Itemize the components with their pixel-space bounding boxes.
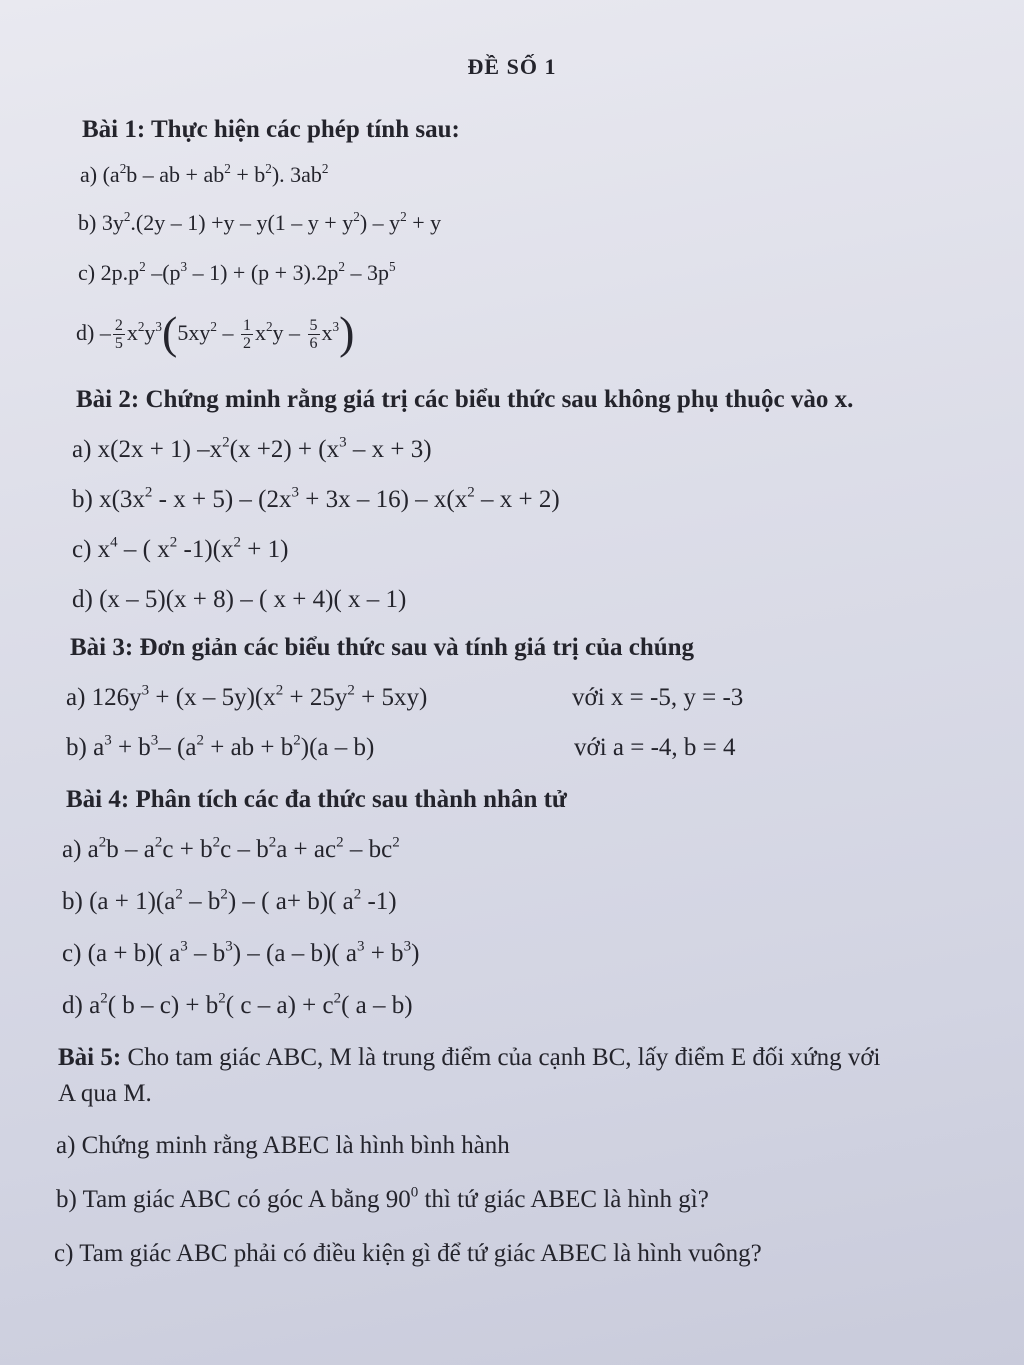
bai5-item-c: c) Tam giác ABC phải có điều kiện gì để tứ giác ABEC là hình vuông? [54,1240,762,1267]
item-label: d) [72,586,93,613]
bai2-heading: Bài 2: Chứng minh rằng giá trị các biểu thức sau không phụ thuộc vào x. [76,386,854,413]
bai5-item-b: b) Tam giác ABC có góc A bằng $90^0$ thì tứ giác ABEC là hình gì? [56,1184,709,1213]
item-label: b) [66,734,87,761]
item-expression: (x – 5)(x + 8) – ( x + 4)( x – 1) [99,586,407,613]
item-label: c) [78,260,96,285]
item-label: b) [78,210,97,235]
item-label: c) [72,536,92,563]
bai4-item-a: a) $a^2b - a^2c + b^2c - b^2a + ac^2 - bc^2$ [62,834,400,863]
bai2-item-a: a) x(2x + 1) $-x^2(x +2) + (x^3 - x + 3)$ [72,434,432,463]
bai3-item-a: a) $126y^3 + (x - 5y)(x^2 + 25y^2 + 5xy)$ [66,682,428,711]
item-label: c) [62,940,82,967]
bai5-text-line1: Cho tam giác ABC, M là trung điểm của cạnh BC, lấy điểm E đối xứng với [127,1044,881,1071]
bai1-item-d: d) – $\frac{2}{5}$ $x^2y^3(5xy^2$ – $\frac{1}{2}$ $x^2y$ – $\frac{5}{6}$ $x^3$) [76,307,355,358]
exam-title: ĐỀ SỐ 1 [467,54,557,79]
item-label: d) [76,320,95,345]
bai1-item-c: c) $2p.p^2$ $-(p^3 - 1) + (p + 3).2p^2 - 3p^5$ [78,258,396,285]
item-label: b) [62,888,83,915]
item-label: a) [62,836,82,863]
bai5-heading: Bài 5: [58,1044,122,1071]
bai2-item-b: b) $x(3x^2 - x + 5) - (2x^3 + 3x - 16) - x(x^2 - x + 2)$ [72,484,560,513]
bai1-item-b: b) $3y^2.(2y - 1) +y - y(1 - y + y^2) - y^2 + y$ [78,208,442,235]
bai4-item-c: c) (a + b)( $a^3 - b^3) - (a - b)$( $a^3 + b^3$) [62,938,420,967]
item-label: d) [62,992,83,1019]
bai5-item-a: a) Chứng minh rằng ABEC là hình bình hành [56,1132,510,1159]
bai5-item-b-text-end: thì tứ giác ABEC là hình gì? [418,1186,709,1213]
bai3-item-b: b) $a^3 + b^3-$ ($a^2$ + ab + $b^2)(a - b)$ [66,732,375,761]
bai3-item-b-condition: với a = -4, b = 4 [574,734,736,761]
item-label: b) [72,486,93,513]
item-label: a) [72,436,92,463]
item-label: a) [80,162,98,187]
bai2-item-c: c) $x^4$ – ( $x^2$ $-1)(x^2 + 1)$ [72,534,289,563]
bai3-item-a-condition: với x = -5, y = -3 [572,684,744,711]
bai1-heading: Bài 1: Thực hiện các phép tính sau: [82,116,460,143]
bai4-item-b: b) $(a + 1)(a^2 - b^2)$ – ( a+ b)( $a^2$ -1) [62,886,397,915]
bai4-item-d: d) $a^2$( $b - c) + b^2$( $c - a) + c^2$( a – b) [62,990,413,1019]
bai4-heading: Bài 4: Phân tích các đa thức sau thành nhân tử [66,786,567,813]
bai5-problem-line1 [58,1044,881,1072]
bai5-item-b-text: b) Tam giác ABC có góc A bằng 90 [56,1186,411,1213]
item-label: a) [66,684,86,711]
bai2-item-d [72,586,406,614]
bai3-heading: Bài 3: Đơn giản các biểu thức sau và tính giá trị của chúng [70,634,695,661]
bai1-item-a: a) ($a^2b$ – ab + $ab^2 + b^2$). $3ab^2$ [80,160,329,187]
bai5-text-line2: A qua M. [58,1080,152,1107]
